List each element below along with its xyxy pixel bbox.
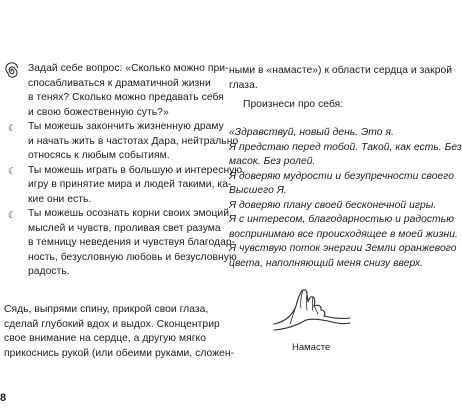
bullet-line: и начать жить в частотах Дара, нейтрально [28, 135, 239, 147]
spiral-icon [5, 64, 19, 78]
intro-line: в тенях? Сколько можно предавать себя [28, 92, 224, 103]
affirmation-line: масок. Без ролей. [229, 156, 316, 167]
lead-line: ными в «намасте») к области сердца и закрой [229, 65, 453, 76]
moon-icon: ☾ [8, 166, 17, 176]
body-line: Сядь, выпрями спину, прикрой свои глаза, [4, 304, 209, 315]
bullet-line: ность, безусловную любовь и безусловную [28, 251, 237, 263]
bullet-line: радость. [28, 266, 70, 277]
moon-icon: ☾ [8, 123, 17, 133]
moon-icon: ☾ [8, 210, 17, 220]
affirmation-line: Я доверяю плану своей бесконечной игры. [229, 199, 437, 211]
affirmation-line: Я с интересом, благодарностью и радостью [229, 214, 454, 225]
illustration-caption: Намасте [292, 342, 331, 353]
affirmation-line: «Здравствуй, новый день. Это я. [229, 127, 394, 138]
affirmation-line: Я чувствую поток энергии Земли оранжевого [229, 243, 457, 254]
intro-line: Задай себе вопрос: «Сколько можно при- [28, 63, 229, 74]
bullet-line: Ты можешь закончить жизненную драму [28, 121, 224, 132]
body-line: прикоснись рукой (или обеими руками, сложен- [4, 347, 235, 359]
say-line: Произнеси про себя: [243, 99, 344, 110]
namaste-hand-illustration [272, 288, 352, 332]
intro-line: и свою божественную суть?» [28, 106, 169, 118]
bullet-line: Ты можешь играть в большую и интересную [28, 164, 243, 176]
affirmation-line: Я доверяю мудрости и безупречности своего [229, 170, 455, 182]
page-number: 8 [0, 392, 7, 404]
bullet-line: относясь к любым событиям. [28, 150, 170, 161]
lead-line: глаза. [229, 79, 258, 91]
body-line: свое внимание на сердце, а другую мягко [4, 333, 206, 344]
bullet-line: Ты можешь осознать корни своих эмоций, [28, 208, 232, 219]
affirmation-line: Я предстаю перед тобой. Такой, как есть. Без [229, 141, 462, 153]
affirmation-line: воспринимаю все происходящее в моей жизни. [229, 228, 458, 240]
intro-line: спосабливаться к драматичной жизни [28, 77, 211, 89]
body-line: сделай глубокий вдох и выдох. Сконцентрир [4, 318, 220, 330]
bullet-line: в темницу неведения и чувствуя благодар- [28, 237, 236, 248]
affirmation-line: цвета, наполняющий меня снизу вверх. [229, 257, 424, 269]
bullet-line: мыслей и чувств, проливая свет разума [28, 222, 221, 234]
affirmation-line: Высшего Я. [229, 185, 287, 196]
bullet-line: игру в принятие мира и людей такими, ка- [28, 179, 232, 190]
bullet-line: кие они есть. [28, 193, 92, 205]
